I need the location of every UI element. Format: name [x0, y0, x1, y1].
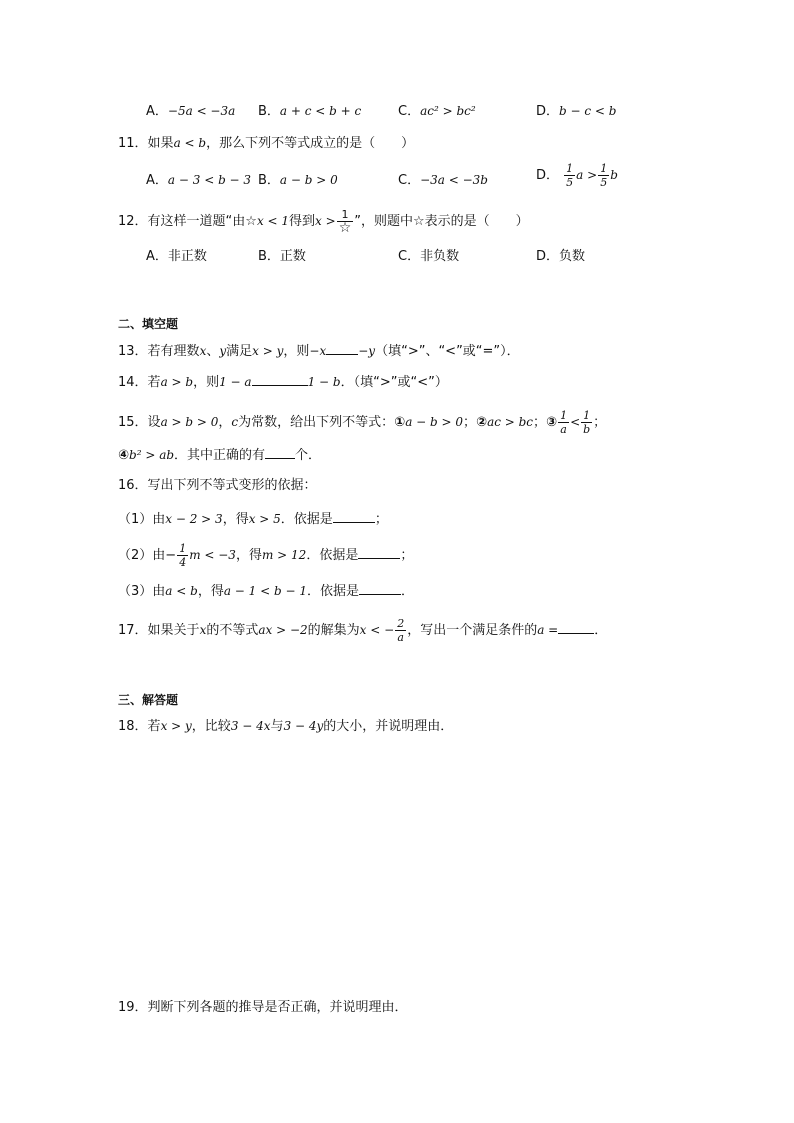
- answer-blank[interactable]: [359, 580, 401, 595]
- q10-option-d[interactable]: D．b − c < b: [536, 104, 617, 119]
- q16-part2: （2）由− $\frac{1}{4}$ m < −3，得m > 12．依据是 ；: [118, 542, 414, 569]
- section-heading-fill-blank: 二、填空题: [118, 317, 179, 331]
- q12-option-a[interactable]: A．非正数: [146, 249, 207, 264]
- q12-option-c[interactable]: C．非负数: [398, 249, 460, 264]
- fraction: $\frac{1}{b}$: [583, 409, 591, 436]
- q11-option-b[interactable]: B．a − b > 0: [258, 173, 338, 188]
- q11-option-c[interactable]: C．−3a < −3b: [398, 173, 488, 188]
- q16-part3: （3）由a < b，得a − 1 < b − 1．依据是 ．: [118, 580, 414, 602]
- q12-stem: 12．有这样一道题“由☆x < 1得到x > $\frac{1}{☆}$ ”，则题中☆表示的是（ ）: [118, 208, 529, 236]
- q11-stem: 11．如果a < b，那么下列不等式成立的是（ ）: [118, 136, 415, 151]
- q10-option-b[interactable]: B．a + c < b + c: [258, 104, 362, 119]
- q18: 18．若x > y，比较3 − 4x与3 − 4y的大小，并说明理由．: [118, 719, 454, 734]
- q14: 14．若a > b，则1 − a 1 − b．（填“>”或“<”）: [118, 371, 448, 393]
- q12-option-d[interactable]: D．负数: [536, 249, 586, 264]
- answer-blank[interactable]: [558, 619, 594, 634]
- q12-option-b[interactable]: B．正数: [258, 249, 306, 264]
- fraction: $\frac{1}{a}$: [560, 409, 568, 436]
- q10-option-c[interactable]: C．ac² > bc²: [398, 104, 476, 119]
- q10-option-a[interactable]: A．−5a < −3a: [146, 104, 236, 119]
- answer-blank[interactable]: [326, 340, 358, 355]
- fraction: $\frac{1}{☆}$: [338, 208, 352, 236]
- fraction: $\frac{1}{4}$: [179, 542, 187, 569]
- q16-part1: （1）由x − 2 > 3，得x > 5．依据是 ；: [118, 508, 388, 530]
- fraction: $\frac{1}{5}$: [566, 162, 574, 189]
- q13: 13．若有理数x、y满足x > y，则−x −y（填“>”、“<”或“=”）．: [118, 340, 520, 362]
- fraction: $\frac{1}{5}$: [600, 162, 608, 189]
- answer-blank[interactable]: [358, 544, 400, 559]
- section-heading-answer: 三、解答题: [118, 693, 179, 707]
- q17: 17．如果关于x的不等式ax > −2的解集为x < − $\frac{2}{a}$ ，写出一个满足条件的a = ．: [118, 617, 608, 644]
- answer-blank[interactable]: [252, 371, 308, 386]
- fraction: $\frac{2}{a}$: [397, 617, 405, 644]
- answer-blank[interactable]: [265, 444, 295, 459]
- q15-line2: ④b² > ab．其中正确的有 个．: [118, 444, 321, 466]
- q19: 19．判断下列各题的推导是否正确，并说明理由．: [118, 1000, 408, 1015]
- q16-stem: 16．写出下列不等式变形的依据：: [118, 478, 317, 493]
- answer-blank[interactable]: [333, 508, 375, 523]
- q11-option-a[interactable]: A．a − 3 < b − 3: [146, 173, 252, 188]
- q11-option-d[interactable]: D． $\frac{1}{5}$ a > $\frac{1}{5}$ b: [536, 162, 618, 189]
- q15-line1: 15．设a > b > 0，c为常数，给出下列不等式：①a − b > 0；②ac > bc；③ $\frac{1}{a}$ < $\frac{1}{b}$ ；: [118, 409, 607, 436]
